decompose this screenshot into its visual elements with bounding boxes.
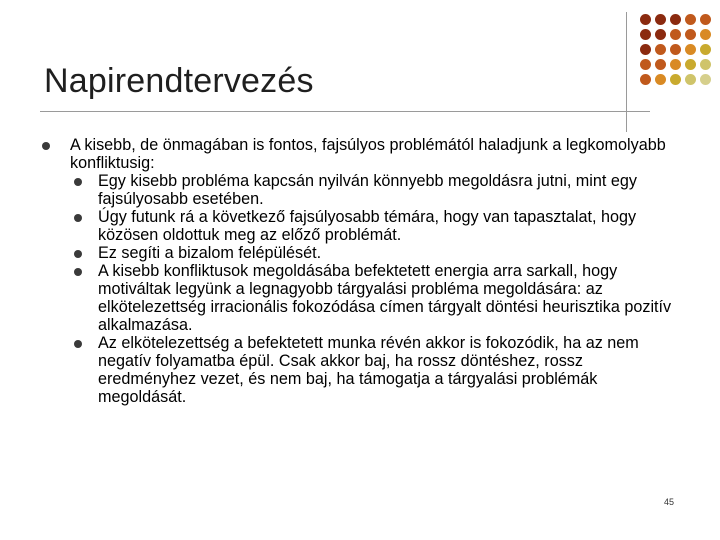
bullet-icon — [74, 178, 82, 186]
decorative-dot — [685, 14, 696, 25]
decorative-dot — [655, 29, 666, 40]
title-underline — [40, 111, 650, 112]
decorative-dot — [655, 44, 666, 55]
decorative-dot — [640, 14, 651, 25]
sub-bullet-item — [70, 244, 678, 262]
decorative-dot — [640, 29, 651, 40]
bullet-icon — [74, 340, 82, 348]
decorative-dot — [700, 14, 711, 25]
sub-bullet-item — [70, 208, 678, 244]
sub-bullet-text: A kisebb konfliktusok megoldásába befektetett energia arra sarkall, hogy motiváltak legyünk a legnagyobb tárgyalási probléma megoldására: az elkötelezettség irracionális fokozódása címen tárgyalt döntési heurisztika pozitív alkalmazása. — [98, 262, 672, 334]
decorative-dot — [640, 59, 651, 70]
sub-bullet-text: Úgy futunk rá a következő fajsúlyosabb témára, hogy van tapasztalat, hogy közösen oldottuk meg az előző problémát. — [98, 208, 637, 244]
sub-bullet-list — [70, 172, 678, 406]
sub-bullet-text: Az elkötelezettség a befektetett munka révén akkor is fokozódik, ha az nem negatív folyamatba épül. Csak akkor baj, ha rossz döntéshez, rossz eredményhez vezet, és nem baj, ha támogatja a tárgyalási problémák megoldását. — [98, 334, 639, 406]
decorative-dot — [655, 14, 666, 25]
dot-grid-decoration — [640, 12, 714, 112]
decorative-dot — [640, 74, 651, 85]
decorative-dot — [670, 29, 681, 40]
vertical-divider — [626, 12, 627, 132]
decorative-dot — [670, 14, 681, 25]
bullet-icon — [42, 142, 50, 150]
sub-bullet-item — [70, 334, 678, 406]
sub-bullet-text: Ez segíti a bizalom felépülését. — [98, 244, 322, 262]
sub-bullet-item — [70, 172, 678, 208]
decorative-dot — [685, 44, 696, 55]
decorative-dot — [700, 59, 711, 70]
bullet-text: A kisebb, de önmagában is fontos, fajsúlyos problémától haladjunk a legkomolyabb konfliktusig: — [70, 136, 666, 172]
decorative-dot — [655, 74, 666, 85]
decorative-dot — [685, 29, 696, 40]
bullet-icon — [74, 214, 82, 222]
decorative-dot — [685, 74, 696, 85]
sub-bullet-item — [70, 262, 678, 334]
decorative-dot — [670, 74, 681, 85]
bullet-icon — [74, 268, 82, 276]
decorative-dot — [685, 59, 696, 70]
decorative-dot — [700, 44, 711, 55]
bullet-icon — [74, 250, 82, 258]
decorative-dot — [655, 59, 666, 70]
bullet-item — [38, 136, 678, 406]
decorative-dot — [700, 29, 711, 40]
sub-bullet-text: Egy kisebb probléma kapcsán nyilván könnyebb megoldásra jutni, mint egy fajsúlyosabb esetében. — [98, 172, 637, 208]
decorative-dot — [700, 74, 711, 85]
slide-body — [38, 136, 678, 406]
decorative-dot — [640, 44, 651, 55]
page-number: 45 — [664, 497, 675, 507]
slide-title: Napirendtervezés — [44, 62, 314, 100]
decorative-dot — [670, 44, 681, 55]
decorative-dot — [670, 59, 681, 70]
